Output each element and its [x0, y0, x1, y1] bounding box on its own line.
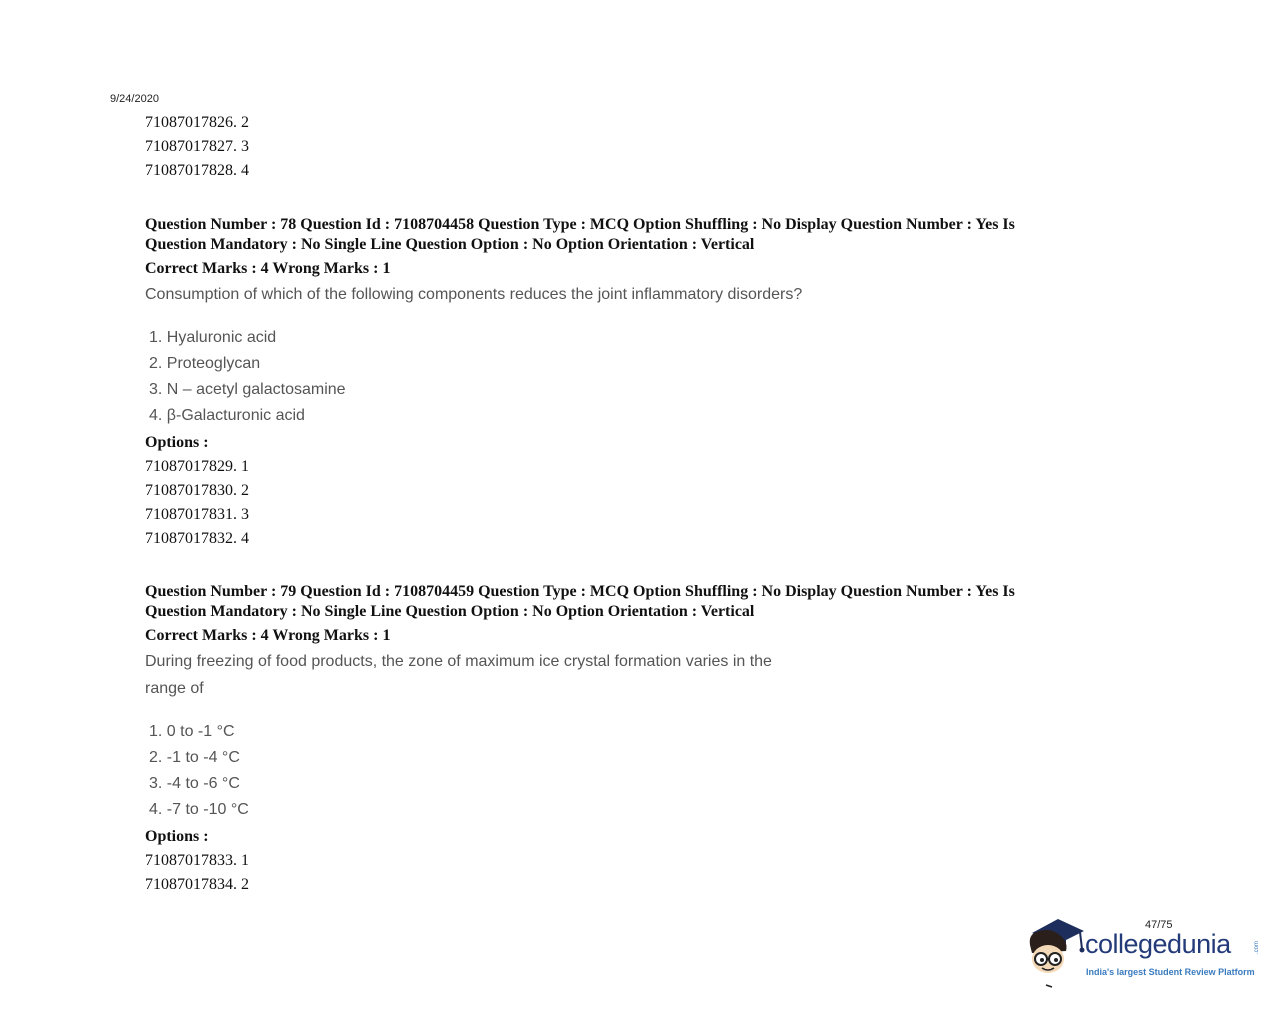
option-line: 71087017834. 2: [145, 876, 249, 893]
logo-tagline: India's largest Student Review Platform: [1086, 967, 1255, 977]
logo-wordmark: collegedunia: [1085, 929, 1231, 959]
print-date: 9/24/2020: [110, 93, 159, 105]
option-line: 71087017827. 3: [145, 138, 249, 155]
choice-item: 4. -7 to -10 °C: [149, 801, 249, 818]
question-text: Consumption of which of the following components reduces the joint inflammatory disorders?: [145, 286, 803, 303]
option-line: 71087017833. 1: [145, 852, 249, 869]
option-line: 71087017828. 4: [145, 162, 249, 179]
page-number: 47/75: [1145, 919, 1173, 931]
options-label: Options :: [145, 434, 209, 451]
question-block-78: [145, 215, 1145, 551]
question-marks: Correct Marks : 4 Wrong Marks : 1: [145, 627, 391, 644]
mascot-icon: [1022, 915, 1086, 990]
choice-item: 2. -1 to -4 °C: [149, 749, 240, 766]
option-line: 71087017829. 1: [145, 458, 249, 475]
choice-item: 1. 0 to -1 °C: [149, 723, 235, 740]
option-line: 71087017826. 2: [145, 114, 249, 131]
logo-suffix: .com: [1254, 941, 1260, 955]
choice-item: 2. Proteoglycan: [149, 355, 261, 372]
question-text: During freezing of food products, the zone of maximum ice crystal formation varies in the: [145, 653, 772, 670]
question-meta: Question Number : 78 Question Id : 7108704458 Question Type : MCQ Option Shuffling : No Display Question Number : Yes Is: [145, 216, 1015, 233]
question-marks: Correct Marks : 4 Wrong Marks : 1: [145, 260, 391, 277]
option-line: 71087017832. 4: [145, 530, 249, 547]
choice-item: 3. N – acetyl galactosamine: [149, 381, 346, 398]
option-line: 71087017831. 3: [145, 506, 249, 523]
question-block-79: [145, 582, 1145, 897]
choice-item: 4. β-Galacturonic acid: [149, 407, 305, 424]
choice-list: [145, 325, 1145, 429]
question-meta: Question Mandatory : No Single Line Question Option : No Option Orientation : Vertical: [145, 603, 755, 620]
collegedunia-logo: [1022, 915, 1262, 990]
options-label: Options :: [145, 828, 209, 845]
previous-options: [145, 111, 249, 183]
option-line: 71087017830. 2: [145, 482, 249, 499]
choice-list: [145, 719, 1145, 823]
question-text: range of: [145, 680, 204, 697]
choice-item: 3. -4 to -6 °C: [149, 775, 240, 792]
question-meta: Question Mandatory : No Single Line Question Option : No Option Orientation : Vertical: [145, 236, 755, 253]
choice-item: 1. Hyaluronic acid: [149, 329, 277, 346]
question-meta: Question Number : 79 Question Id : 7108704459 Question Type : MCQ Option Shuffling : No Display Question Number : Yes Is: [145, 583, 1015, 600]
